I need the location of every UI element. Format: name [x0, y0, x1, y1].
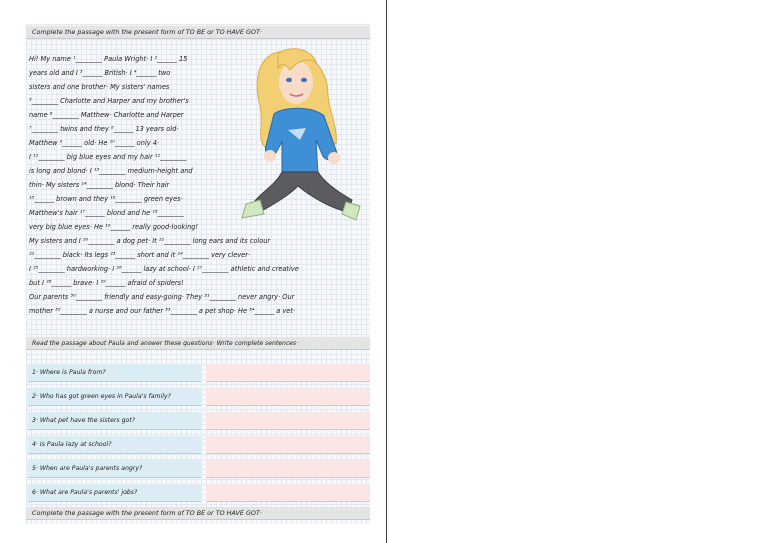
question-label: 5· When are Paula's parents angry?: [28, 460, 201, 478]
jeans: [254, 172, 352, 212]
question-label: 2· Who has got green eyes in Paula's family?: [28, 388, 201, 406]
question-label: 1· Where is Paula from?: [28, 364, 201, 382]
passage-line: Hi! My name ¹________ Paula Wright· I ²______ 15: [29, 55, 188, 63]
passage-line: Our parents ³⁰________ friendly and easy-going· They ³¹________ never angry· Our: [29, 293, 295, 301]
passage-line: ⁷________ twins and they ⁸______ 13 years old·: [29, 125, 179, 133]
question-row: [28, 484, 370, 502]
passage-line: ⁵________ Charlotte and Harper and my brother's: [29, 97, 189, 105]
instruction-mid: Read the passage about Paula and answer these questions· Write complete sentences·: [26, 337, 370, 350]
question-label: 6· What are Paula's parents' jobs?: [28, 484, 201, 502]
passage-line: name ⁶________ Matthew· Charlotte and Harper: [29, 111, 184, 119]
left-shoe: [242, 200, 264, 218]
answer-box[interactable]: [206, 436, 370, 454]
question-label: 3· What pet have the sisters got?: [28, 412, 201, 430]
passage-line: very big blue eyes· He ¹⁹______ really good-looking!: [29, 223, 199, 231]
passage-line: mother ³²________ a nurse and our father ³³________ a pet shop· He ³⁴______ a vet·: [29, 307, 296, 315]
question-row: [28, 436, 370, 454]
page-divider: [386, 0, 387, 543]
answer-box[interactable]: [206, 364, 370, 382]
passage-line: sisters and one brother· My sisters' names: [29, 83, 170, 91]
passage-line: Matthew's hair ¹⁷______ blond and he ¹⁸________: [29, 209, 184, 217]
passage-line: Matthew ⁹______ old· He ¹⁰______ only 4·: [29, 139, 159, 147]
passage-line: but I ²⁸______ brave· I ²⁹______ afraid of spiders!: [29, 279, 184, 287]
question-row: [28, 460, 370, 478]
answer-box[interactable]: [206, 412, 370, 430]
question-label: 4· Is Paula lazy at school?: [28, 436, 201, 454]
answer-box[interactable]: [206, 484, 370, 502]
passage-line: ²²________ black· Its legs ²³______ short and it ²⁴________ very clever·: [29, 251, 251, 259]
question-row: [28, 412, 370, 430]
passage-line: ¹⁵______ brown and they ¹⁶________ green eyes·: [29, 195, 183, 203]
worksheet-page: [26, 24, 370, 524]
instruction-bottom: Complete the passage with the present form of TO BE or TO HAVE GOT·: [26, 507, 370, 520]
answer-box[interactable]: [206, 388, 370, 406]
right-shoe: [342, 202, 360, 220]
question-row: [28, 388, 370, 406]
passage-line: years old and I ³______ British· I ⁴______ two: [29, 69, 171, 77]
answer-box[interactable]: [206, 460, 370, 478]
face: [279, 60, 313, 104]
passage-line: is long and blond· I ¹³________ medium-height and: [29, 167, 193, 175]
instruction-top: Complete the passage with the present form of TO BE or TO HAVE GOT·: [26, 26, 370, 39]
passage-line: I ¹¹________ big blue eyes and my hair ¹²________: [29, 153, 187, 161]
girl-illustration: [226, 44, 370, 234]
passage-line: My sisters and I ²⁰________ a dog pet· It ²¹________ long ears and its colour: [29, 237, 271, 245]
passage-line: I ²⁵________ hardworking· I ²⁶______ lazy at school· I ²⁷________ athletic and creative: [29, 265, 299, 273]
question-row: [28, 364, 370, 382]
passage-line: thin· My sisters ¹⁴________ blond· Their hair: [29, 181, 170, 189]
